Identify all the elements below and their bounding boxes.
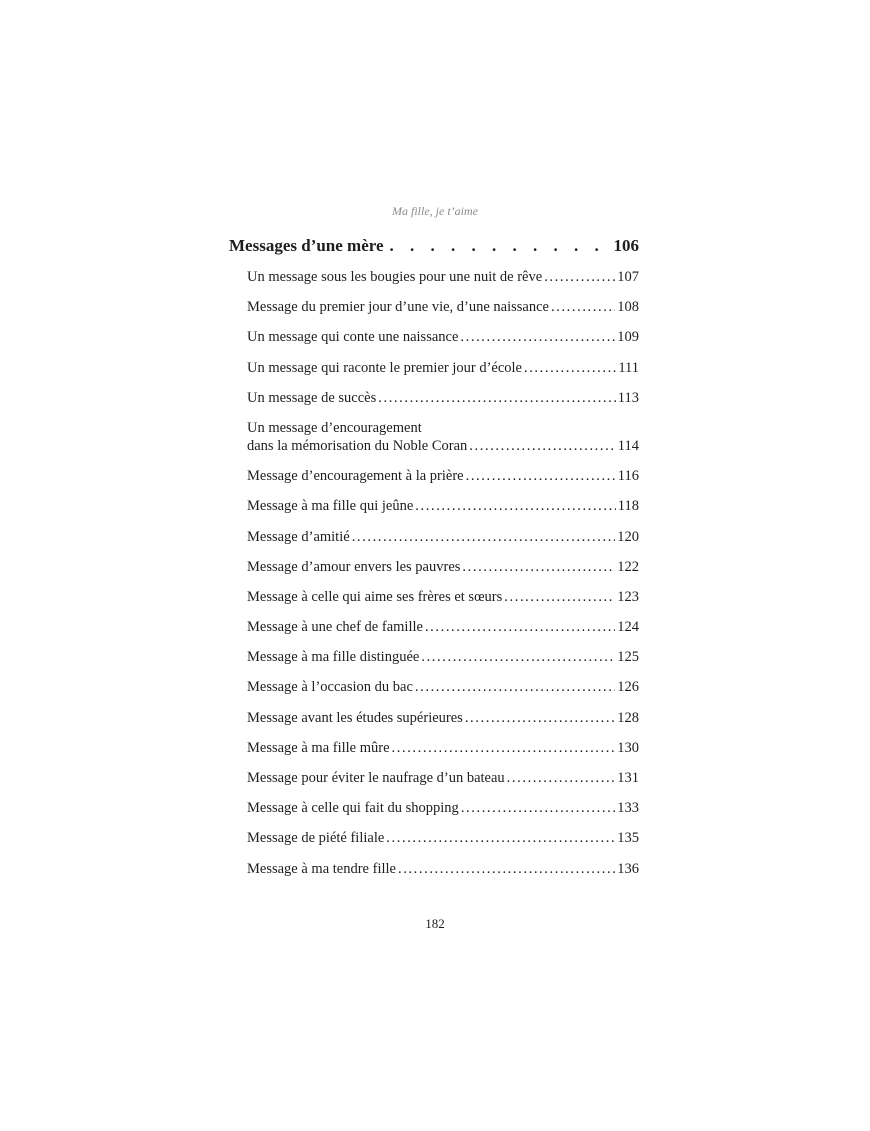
toc-entry-title: Message pour éviter le naufrage d’un bateau	[247, 770, 505, 786]
toc-entry-title: Message à l’occasion du bac	[247, 679, 413, 696]
dot-leader	[504, 588, 615, 606]
toc-entry-page: 111	[618, 359, 639, 376]
dot-leader	[425, 618, 615, 636]
toc-entry	[247, 528, 639, 546]
toc-entry-page: 120	[617, 528, 639, 545]
toc-section-heading	[229, 236, 639, 256]
page-number: 182	[425, 916, 445, 931]
toc-entry-page: 108	[617, 299, 639, 316]
dot-leader	[390, 236, 610, 256]
toc-entry-title: Message à ma fille mûre	[247, 739, 390, 756]
section-title: Messages d’une mère	[229, 236, 384, 255]
toc-entry-title: Message à une chef de famille	[247, 619, 423, 636]
toc-entry-page: 131	[617, 770, 639, 786]
toc-entry-title: Message d’encouragement à la prière	[247, 468, 464, 485]
dot-leader	[386, 829, 615, 847]
toc-entry	[247, 558, 639, 576]
toc-entry-page: 133	[617, 800, 639, 817]
toc-entry-page: 122	[617, 558, 639, 575]
toc-entry-page: 123	[617, 588, 639, 605]
toc-entry-page: 107	[617, 269, 639, 285]
toc-entry-title: Message à ma fille qui jeûne	[247, 498, 414, 515]
toc-entry	[247, 739, 639, 757]
dot-leader	[507, 769, 616, 787]
toc-entry	[247, 389, 639, 407]
section-page-number: 106	[613, 236, 639, 255]
toc-entry-title: Message à ma tendre fille	[247, 860, 396, 877]
dot-leader	[524, 359, 616, 377]
toc-entry	[247, 497, 639, 515]
toc-list	[247, 268, 639, 890]
dot-leader	[465, 709, 615, 727]
dot-leader	[352, 528, 616, 546]
toc-entry-title: Un message qui conte une naissance	[247, 329, 459, 346]
toc-entry	[247, 588, 639, 606]
toc-entry	[247, 860, 639, 878]
toc-entry-page: 113	[617, 389, 639, 406]
toc-entry-title-line1: Un message d’encouragement	[247, 419, 422, 436]
toc-entry-page: 126	[617, 679, 639, 696]
toc-entry	[247, 467, 639, 485]
dot-leader	[415, 678, 615, 696]
toc-entry-title: Message de piété filiale	[247, 830, 385, 847]
toc-entry-page: 116	[617, 468, 639, 485]
dot-leader	[415, 497, 615, 515]
toc-entry-title: dans la mémorisation du Noble Coran	[247, 437, 468, 454]
dot-leader	[392, 739, 616, 757]
toc-entry	[247, 769, 639, 787]
dot-leader	[544, 268, 615, 286]
toc-entry	[247, 829, 639, 847]
toc-entry	[247, 359, 639, 377]
toc-entry-page: 118	[617, 498, 639, 515]
toc-entry-title: Un message qui raconte le premier jour d’école	[247, 359, 522, 376]
dot-leader	[398, 860, 615, 878]
dot-leader	[378, 389, 616, 407]
dot-leader	[460, 328, 615, 346]
toc-entry-title: Message du premier jour d’une vie, d’une naissance	[247, 299, 549, 316]
toc-entry	[247, 799, 639, 817]
toc-entry-title: Message d’amour envers les pauvres	[247, 558, 461, 575]
toc-entry	[247, 268, 639, 286]
toc-entry-page: 124	[617, 619, 639, 636]
toc-entry-title: Message à ma fille distinguée	[247, 649, 420, 666]
toc-entry-title: Message d’amitié	[247, 528, 350, 545]
toc-entry	[247, 678, 639, 696]
dot-leader	[462, 558, 615, 576]
toc-entry-page: 130	[617, 739, 639, 756]
dot-leader	[469, 437, 616, 455]
toc-entry	[247, 328, 639, 346]
toc-entry	[247, 298, 639, 316]
toc-entry	[247, 648, 639, 666]
toc-entry-page: 136	[617, 860, 639, 877]
dot-leader	[466, 467, 616, 485]
toc-entry	[247, 709, 639, 727]
dot-leader	[421, 648, 615, 666]
dot-leader	[461, 799, 615, 817]
toc-entry-title: Message à celle qui fait du shopping	[247, 800, 459, 817]
toc-entry	[247, 419, 639, 455]
toc-entry-page: 109	[617, 329, 639, 346]
toc-entry-page: 135	[617, 830, 639, 847]
toc-entry-page: 128	[617, 709, 639, 726]
toc-entry-title: Un message sous les bougies pour une nuit de rêve	[247, 269, 543, 285]
toc-entry	[247, 618, 639, 636]
toc-entry-page: 125	[617, 649, 639, 666]
dot-leader	[551, 298, 615, 316]
toc-entry-title: Message avant les études supérieures	[247, 709, 463, 726]
toc-entry-title: Message à celle qui aime ses frères et sœurs	[247, 588, 503, 605]
running-header: Ma fille, je t’aime	[392, 204, 478, 218]
toc-entry-title: Un message de succès	[247, 389, 377, 406]
toc-entry-page: 114	[617, 437, 639, 454]
